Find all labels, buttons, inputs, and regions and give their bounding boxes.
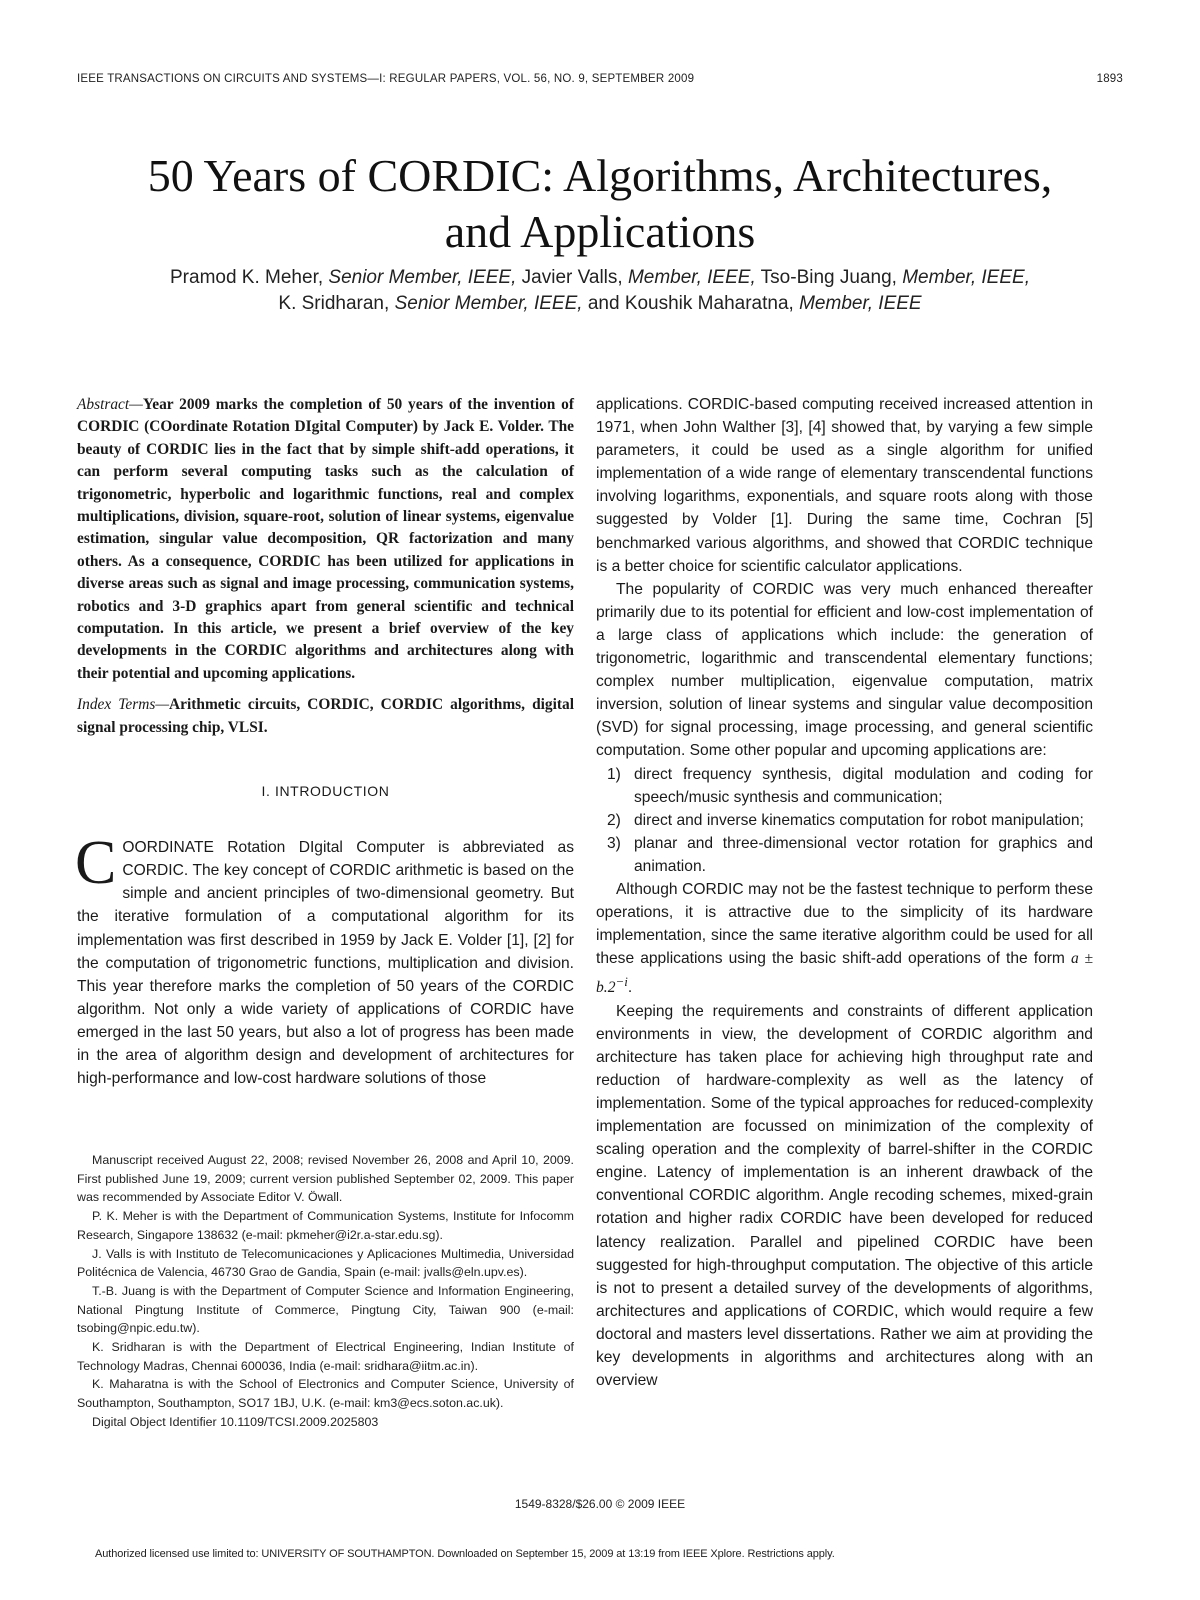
paragraph-end: . <box>627 979 633 997</box>
left-column <box>77 394 574 1090</box>
author-name: Tso-Bing Juang, <box>760 267 897 288</box>
application-list <box>596 763 1093 878</box>
paragraph-text: Although CORDIC may not be the fastest technique to perform these operations, it is attractive due to the simplicity of its hardware implementation, since the same iterative algorithm could be used for all these applications using the basic shift-add operations of the form <box>596 880 1093 968</box>
author-conjunction: and <box>587 293 620 314</box>
footnote-valls: J. Valls is with Instituto de Telecomunicaciones y Aplicaciones Multimedia, Universidad Politécnica de Valencia, 46730 Grao de Gandia, Spain (e-mail: jvalls@eln.upv.es). <box>77 1246 574 1280</box>
footnote-juang: T.-B. Juang is with the Department of Computer Science and Information Engineering, National Pingtung Institute of Commerce, Pingtung City, Taiwan 900 (e-mail: tsobing@npic.edu.tw). <box>77 1283 574 1336</box>
math-expression: a ± b.2 <box>596 950 1093 997</box>
author-role: Member, IEEE, <box>627 267 756 288</box>
author-list <box>60 265 1140 317</box>
paper-title <box>40 148 1160 260</box>
author-name: Pramod K. Meher, <box>170 267 324 288</box>
body-paragraph-4: Keeping the requirements and constraints of different application environments in view, the development of CORDIC algorithm and architecture has taken place for achieving high throughput rate and reduction of hardware-complexity as well as the latency of implementation. Some of the typical approaches for reduced-complexity implementation are focussed on minimization of the complexity of scaling operation and the complexity of barrel-shifter in the CORDIC engine. Latency of implementation is an inherent drawback of the conventional CORDIC algorithm. Angle recoding schemes, mixed-grain rotation and higher radix CORDIC have been developed for reduced latency realization. Parallel and pipelined CORDIC have been suggested for high-throughput computation. The objective of this article is not to present a detailed survey of the developments of algorithms, architectures and applications of CORDIC, which would require a few doctoral and masters level dissertations. Rather we aim at providing the key developments in algorithms and architectures along with an overview <box>596 1002 1093 1390</box>
list-text: planar and three-dimensional vector rotation for graphics and animation. <box>634 834 1093 875</box>
author-name: K. Sridharan, <box>278 293 390 314</box>
list-number: 2) <box>607 811 621 829</box>
journal-name: IEEE TRANSACTIONS ON CIRCUITS AND SYSTEMS—I: REGULAR PAPERS, VOL. 56, NO. 9, SEPTEMBER 2009 <box>77 73 695 85</box>
footnotes <box>77 1151 574 1432</box>
list-text: direct frequency synthesis, digital modulation and coding for speech/music synthesis and communication; <box>634 765 1093 806</box>
author-name: Koushik Maharatna, <box>624 293 794 314</box>
abstract-text: Year 2009 marks the completion of 50 years of the invention of CORDIC (COordinate Rotation DIgital Computer) by Jack E. Volder. The beauty of CORDIC lies in the fact that by simple shift-add operations, it can perform several computing tasks such as the calculation of trigonometric, hyperbolic and logarithmic functions, real and complex multiplications, division, square-root, solution of linear systems, eigenvalue estimation, singular value decomposition, QR factorization and many others. As a consequence, CORDIC has been utilized for applications in diverse areas such as signal and image processing, communication systems, robotics and 3-D graphics apart from general scientific and technical computation. In this article, we present a brief overview of the key developments in the CORDIC algorithms and architectures along with their potential and upcoming applications. <box>77 396 574 682</box>
author-role: Senior Member, IEEE, <box>328 267 517 288</box>
author-role: Member, IEEE, <box>902 267 1030 288</box>
intro-text: OORDINATE Rotation DIgital Computer is abbreviated as CORDIC. The key concept of CORDIC arithmetic is based on the simple and ancient principles of two-dimensional geometry. But the iterative formulation of a computational algorithm for its implementation was first described in 1959 by Jack E. Volder [1], [2] for the computation of trigonometric functions, multiplication and division. This year therefore marks the completion of 50 years of the CORDIC algorithm. Not only a wide variety of applications of CORDIC have emerged in the last 50 years, but also a lot of progress has been made in the area of algorithm design and development of architectures for high-performance and low-cost hardware solutions of those <box>77 839 574 1088</box>
right-column <box>596 393 1093 1392</box>
author-role: Senior Member, IEEE, <box>394 293 583 314</box>
running-header <box>77 73 1123 85</box>
body-paragraph-3 <box>596 878 1093 1000</box>
footnote-manuscript: Manuscript received August 22, 2008; revised November 26, 2008 and April 10, 2009. First published June 19, 2009; current version published September 02, 2009. This paper was recommended by Associate Editor V. Öwall. <box>77 1153 574 1205</box>
author-line-2 <box>60 291 1140 317</box>
footnote-sridharan: K. Sridharan is with the Department of Electrical Engineering, Indian Institute of Technology Madras, Chennai 600036, India (e-mail: sridhara@iitm.ac.in). <box>77 1340 574 1373</box>
list-item <box>596 832 1093 878</box>
intro-paragraph <box>75 829 574 1090</box>
copyright-line: 1549-8328/$26.00 © 2009 IEEE <box>514 1497 686 1511</box>
body-paragraph-2: The popularity of CORDIC was very much enhanced thereafter primarily due to its potential for efficient and low-cost implementation of a large class of applications which include: the generation of trigonometric, logarithmic and transcendental elementary functions; complex number multiplication, eigenvalue computation, matrix inversion, solution of linear systems and singular value decomposition (SVD) for signal processing, image processing, and general scientific computation. Some other popular and upcoming applications are: <box>596 580 1093 760</box>
index-terms <box>77 694 574 739</box>
abstract-lead: Abstract— <box>77 396 143 413</box>
drop-cap: C <box>75 829 117 898</box>
license-notice: Authorized licensed use limited to: UNIVERSITY OF SOUTHAMPTON. Downloaded on September 15, 2009 at 13:19 from IEEE Xplore. Restrictions apply. <box>95 1548 835 1560</box>
title-line-1: 50 Years of CORDIC: Algorithms, Architectures, <box>147 150 1053 201</box>
footnote-doi: Digital Object Identifier 10.1109/TCSI.2009.2025803 <box>92 1414 379 1429</box>
list-number: 3) <box>607 834 621 852</box>
index-terms-text: Arithmetic circuits, CORDIC, CORDIC algorithms, digital signal processing chip, VLSI. <box>77 696 574 736</box>
author-role: Member, IEEE <box>799 293 922 314</box>
math-superscript: −i <box>615 974 628 990</box>
title-line-2: and Applications <box>444 206 756 257</box>
index-terms-lead: Index Terms— <box>77 696 170 714</box>
body-paragraph-1: applications. CORDIC-based computing received increased attention in 1971, when John Walther [3], [4] showed that, by varying a few simple parameters, it could be used as a single algorithm for unified implementation of a wide range of elementary transcendental functions involving logarithms, exponentials, and square roots along with those suggested by Volder [1]. During the same time, Cochran [5] benchmarked various algorithms, and showed that CORDIC technique is a better choice for scientific calculator applications. <box>596 396 1093 575</box>
list-text: direct and inverse kinematics computation for robot manipulation; <box>634 811 1084 829</box>
list-number: 1) <box>607 765 621 783</box>
abstract <box>77 394 574 685</box>
footnote-maharatna: K. Maharatna is with the School of Electronics and Computer Science, University of Southampton, Southampton, SO17 1BJ, U.K. (e-mail: km3@ecs.soton.ac.uk). <box>77 1377 574 1411</box>
footnote-meher: P. K. Meher is with the Department of Communication Systems, Institute for Infocomm Research, Singapore 138632 (e-mail: pkmeher@i2r.a-star.edu.sg). <box>77 1209 574 1242</box>
page-number: 1893 <box>1096 73 1123 85</box>
author-name: Javier Valls, <box>521 267 623 288</box>
list-item <box>596 763 1093 809</box>
list-item <box>596 809 1093 832</box>
section-heading-introduction: I. INTRODUCTION <box>261 783 390 800</box>
author-line-1 <box>60 265 1140 291</box>
